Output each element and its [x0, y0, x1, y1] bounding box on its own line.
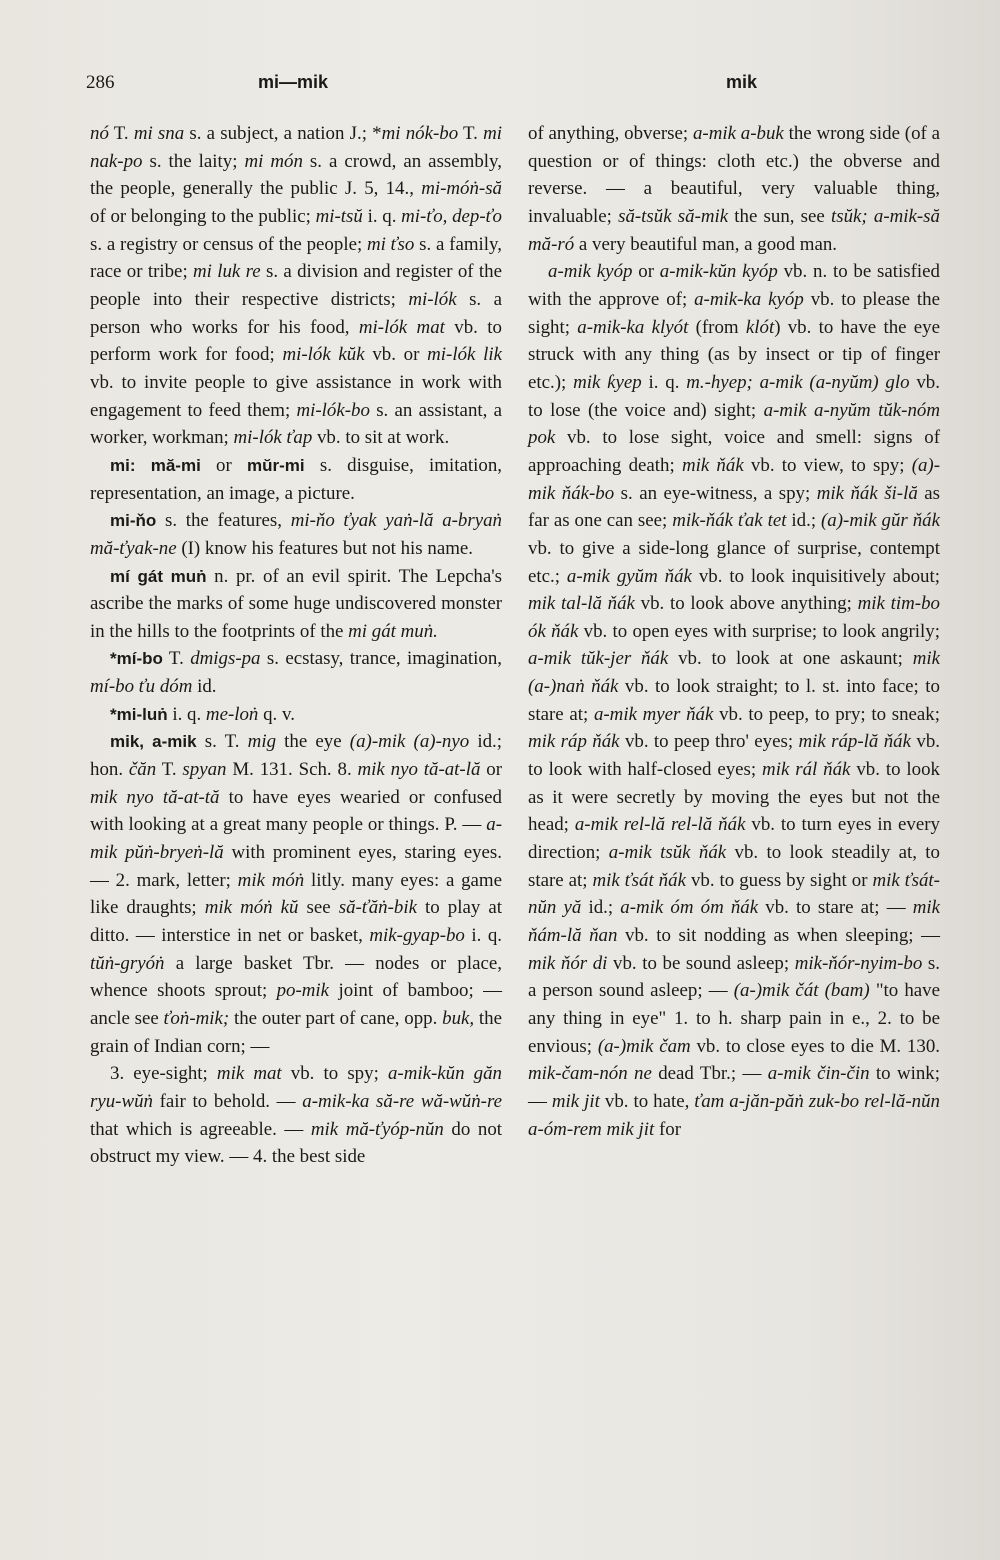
italic-term: a-mik tŭk-jer ňák [528, 648, 669, 670]
definition-text: ) vb. to have the eye struck with any thing (as by insect or tip of finger etc.); [528, 316, 940, 393]
definition-text: vb. to look as it were secretly by moving the eyes but not the head; [528, 759, 940, 836]
italic-term: mik rál ňák [762, 759, 851, 781]
definition-text: id. [192, 676, 217, 698]
definition-text: i. q. [362, 205, 402, 227]
definition-text: "to have any thing in eye" 1. to h. sharp pain in e., 2. to be envious; [528, 980, 941, 1057]
italic-term: mi-tsŭ [315, 205, 363, 227]
definition-text: q. v. [258, 703, 295, 725]
italic-term: čăn [128, 759, 157, 781]
page-number: 286 [86, 72, 115, 93]
definition-text: vb. to peep thro' eyes; [619, 731, 799, 753]
definition-text: the eye [276, 731, 350, 753]
italic-term: mí-bo ťu dóm [90, 676, 193, 698]
italic-term: dmigs-pa [190, 648, 261, 670]
definition-text: vb. to give a side-long glance of surprise, contempt etc.; [528, 537, 940, 587]
italic-term: mik móṅ [237, 869, 305, 891]
italic-term: m.-hyep; [686, 371, 753, 393]
italic-term: mi-lók mat [358, 316, 445, 338]
italic-term: mik ƙyep [573, 371, 642, 393]
italic-term: mik jit [551, 1090, 600, 1112]
definition-text: s. an assistant, a worker, workman; [90, 399, 502, 449]
italic-term: buk, [442, 1008, 475, 1029]
definition-text: to wink; — [528, 1063, 940, 1112]
italic-term: mi gát muṅ. [348, 620, 438, 642]
definition-text: s. a family, race or tribe; [90, 233, 502, 283]
definition-text: 3. eye-sight; [110, 1063, 217, 1085]
headword: mi: mă-mi [110, 455, 201, 475]
left-column [90, 120, 502, 1171]
italic-term: mik ťsát-nŭn yă [528, 869, 940, 919]
running-head [0, 72, 1000, 102]
italic-term: să-tsŭk să-mik [618, 205, 729, 227]
definition-text: s. a person who works for his food, [90, 288, 503, 338]
italic-term: (a-)mik čam [597, 1035, 691, 1057]
definition-text: vb. to look above anything; [634, 593, 858, 615]
definition-text: i. q. [641, 371, 687, 393]
italic-term: klót [745, 316, 775, 338]
definition-text: to play at ditto. — interstice in net or basket, [90, 897, 502, 947]
italic-term: mi-lók kŭk [282, 344, 365, 366]
italic-term: mi-lók [408, 288, 457, 310]
italic-term: tŭṅ-gryóṅ [90, 952, 165, 974]
italic-term: mik-ňór-nyim-bo [794, 952, 923, 974]
definition-text: T. [162, 648, 191, 670]
italic-term: me-loṅ [205, 703, 259, 725]
italic-term: (a)-mik gŭr ňák [821, 510, 940, 532]
italic-term: a-mik-ka să-re wă-wŭṅ-re [302, 1090, 502, 1112]
italic-term: (a-)mik čát (bam) [733, 980, 870, 1002]
definition-text: vb. or [364, 344, 428, 366]
italic-term: a-mik-kŭn kyóp [659, 261, 778, 283]
definition-text: s. the laity; [142, 150, 245, 172]
italic-term: a-mik óm óm ňák [620, 897, 759, 919]
italic-term: a-mik a-nyŭm tŭk-nóm pok [528, 399, 940, 449]
italic-term: mi-ťo, dep-ťo [401, 205, 502, 227]
italic-term: mik mă-ťyóp-nŭn [310, 1118, 444, 1140]
definition-text: a very beautiful man, a good man. [574, 233, 837, 255]
italic-term: a-mik rel-lă rel-lă ňák [574, 814, 746, 836]
definition-text: vb. to guess by sight or [685, 869, 873, 891]
italic-term: ťoṅ-mik; [163, 1008, 230, 1029]
italic-term: a-mik-ka klyót [577, 316, 689, 338]
definition-text: s. a division and register of the people into their respective districts; [90, 261, 502, 310]
italic-term: mi luk re [193, 261, 261, 283]
italic-term: mik móṅ kŭ [204, 897, 299, 919]
definition-text: M. 131. Sch. 8. [226, 759, 358, 781]
italic-term: mi nak-po [90, 123, 503, 172]
definition-text: vb. to stare at; — [758, 897, 913, 919]
italic-term: mik ňák ši-lă [816, 482, 918, 504]
italic-term: a-mik kyóp [548, 261, 633, 283]
definition-text: vb. to be sound asleep; [607, 952, 795, 974]
dictionary-paragraph [528, 120, 940, 258]
definition-text: s. a registry or census of the people; [90, 233, 367, 255]
definition-text: (I) know his features but not his name. [176, 537, 474, 559]
definition-text: the grain of Indian corn; — [90, 1008, 502, 1057]
italic-term: mik ňám-lă ňan [528, 897, 941, 947]
definition-text: as far as one can see; [528, 482, 940, 532]
italic-term: tsŭk; [830, 205, 868, 227]
definition-text: do not obstruct my view. — 4. the best side [90, 1118, 503, 1168]
italic-term: mik ňák [681, 454, 744, 476]
definition-text: joint of bamboo; — ancle see [90, 980, 502, 1029]
definition-text: the sun, see [728, 205, 831, 227]
italic-term: mik-čam-nón ne [528, 1063, 652, 1085]
headword: mí gát muṅ [110, 566, 207, 586]
headword: mik, a-mik [110, 732, 197, 752]
headword: *mí-bo [110, 649, 163, 669]
italic-term: mik-gyap-bo [369, 925, 465, 947]
definition-text: vb. to please the sight; [528, 288, 941, 338]
italic-term: mi-lók lik [427, 344, 502, 366]
dictionary-paragraph [90, 563, 502, 646]
definition-text: s. T. [196, 731, 248, 753]
definition-text: to have eyes wearied or confused with looking at a great many people or things. P. — [90, 786, 502, 836]
definition-text: vb. to hate, [599, 1090, 695, 1112]
definition-text: s. a crowd, an assembly, the people, generally the public J. 5, 14., [90, 150, 502, 200]
definition-text [753, 372, 760, 393]
italic-term: (a)-mik (a)-nyo [349, 731, 470, 753]
italic-term: mi-lók ťap [233, 427, 313, 449]
italic-term: po-mik [276, 980, 330, 1002]
definition-text: a large basket Tbr. — nodes or place, whence shoots sprout; [90, 952, 502, 1002]
definition-text: s. a subject, a nation J.; * [184, 123, 382, 144]
italic-term: mi-móṅ-să [421, 178, 502, 200]
italic-term: a-mik-să mă-ró [528, 205, 940, 255]
definition-text: s. an eye-witness, a spy; [614, 482, 817, 504]
italic-term: a-mik (a-nyŭm) glo [759, 371, 910, 393]
italic-term: mik tal-lă ňák [528, 593, 635, 615]
italic-term: să-ťăṅ-bik [338, 897, 417, 919]
italic-term: a-mik čin-čin [767, 1063, 870, 1085]
italic-term: mi-lók-bo [296, 399, 370, 421]
definition-text: vb. to look with half-closed eyes; [528, 731, 940, 781]
italic-term: mig [247, 731, 277, 753]
italic-term: mik (a-)naṅ ňák [528, 648, 941, 698]
definition-text: T. [108, 123, 134, 144]
italic-term: mi món [244, 150, 303, 172]
dictionary-paragraph [90, 1060, 502, 1171]
italic-term: ťam a-jăn-păṅ zuk-bo rel-lă-nŭn a-óm-rem mik jit [528, 1090, 940, 1140]
definition-text: vb. to close eyes to die M. 130. [690, 1035, 940, 1057]
definition-text: with prominent eyes, staring eyes. — 2. mark, letter; [90, 842, 502, 891]
italic-term: a-mik tsŭk ňák [608, 842, 727, 864]
definition-text: vb. to look steadily at, to stare at; [528, 842, 940, 891]
italic-term: mik tim-bo ók ňák [528, 593, 940, 642]
definition-text: id.; [581, 897, 621, 919]
definition-text: vb. to lose sight, voice and smell: signs of approaching death; [528, 427, 940, 476]
definition-text: see [298, 897, 339, 919]
definition-text: vb. to peep, to pry; to sneak; [713, 703, 940, 725]
definition-text: T. [156, 759, 183, 781]
definition-text: vb. to look inquisitively about; [691, 565, 940, 587]
definition-text: vb. to look at one askaunt; [668, 648, 913, 670]
definition-text: i. q. [464, 925, 502, 947]
italic-term: mi ťso [367, 233, 415, 255]
definition-text: n. pr. of an evil spirit. The Lepcha's ascribe the marks of some huge undiscovered monster in the hills to the footprints of the [90, 565, 502, 642]
dictionary-paragraph [90, 120, 502, 452]
italic-term: mik ňór di [528, 952, 608, 974]
definition-text: vb. to look straight; to l. st. into face; to stare at; [528, 676, 940, 725]
definition-text: of anything, obverse; [528, 123, 693, 144]
italic-term: mik ťsát ňák [592, 869, 686, 891]
definition-text: (from [688, 316, 746, 338]
italic-term: a-mik-ka kyóp [694, 288, 804, 310]
definition-text: the wrong side (of a question or of things: cloth etc.) the obverse and reverse. — a beautiful, very valuable thing, invaluable; [528, 123, 940, 227]
italic-term: a-mik pŭṅ-bryeṅ-lă [90, 814, 502, 864]
definition-text: T. [458, 123, 484, 144]
italic-term: spyan [182, 759, 227, 781]
running-head-left: mi—mik [258, 72, 329, 92]
definition-text: dead Tbr.; — [651, 1063, 768, 1085]
definition-text: litly. many eyes: a game like draughts; [90, 869, 503, 919]
definition-text: id.; [786, 510, 822, 532]
running-head-right: mik [726, 72, 758, 92]
definition-text: vb. to view, to spy; [743, 454, 912, 476]
definition-text: vb. n. to be satisfied with the approve of; [528, 261, 940, 310]
definition-text: or [480, 759, 503, 781]
definition-text: vb. to invite people to give assistance in work with engagement to feed them; [90, 371, 502, 421]
italic-term: mi nók-bo [381, 123, 459, 144]
definition-text: vb. to spy; [281, 1063, 388, 1085]
definition-text: vb. to sit nodding as when sleeping; — [617, 925, 941, 947]
definition-text: for [654, 1118, 682, 1140]
right-column [528, 120, 940, 1143]
definition-text: vb. to sit at work. [312, 427, 450, 449]
definition-text: s. ecstasy, trance, imagination, [260, 648, 502, 670]
definition-text: of or belonging to the public; [90, 205, 316, 227]
definition-text: s. the features, [156, 510, 291, 532]
italic-term: a-mik gyŭm ňák [566, 565, 692, 587]
italic-term: mik nyo tă-at-lă [357, 759, 481, 781]
italic-term: (a)-mik ňák-bo [528, 454, 941, 504]
dictionary-paragraph [90, 728, 502, 1060]
dictionary-paragraph [528, 258, 940, 1143]
italic-term: mik nyo tă-at-tă [90, 786, 220, 808]
definition-text: s. a person sound asleep; — [528, 952, 940, 1002]
definition-text: the outer part of cane, opp. [229, 1008, 443, 1029]
definition-text: fair to behold. — [152, 1090, 303, 1112]
italic-term: mi-ňo ťyak yaṅ-lă a-bryaṅ mă-ťyak-ne [90, 510, 502, 559]
italic-term: a-mik-kŭn găn ryu-wŭṅ [90, 1063, 502, 1112]
italic-term: a-mik a-buk [692, 123, 784, 144]
italic-term: mik ráp-lă ňák [798, 731, 911, 753]
dictionary-paragraph [90, 701, 502, 729]
headword: mŭr-mi [247, 455, 305, 475]
dictionary-paragraph [90, 452, 502, 507]
definition-text: i. q. [167, 703, 206, 725]
headword: *mi-luṅ [110, 704, 168, 724]
definition-text: s. disguise, imitation, representation, an image, a picture. [90, 454, 502, 504]
dictionary-paragraph [90, 507, 502, 562]
definition-text: vb. to turn eyes in every direction; [528, 814, 940, 864]
italic-term: nó [90, 123, 109, 144]
italic-term: mik mat [216, 1063, 282, 1085]
definition-text: or [200, 454, 248, 476]
italic-term: mik ráp ňák [528, 731, 620, 753]
definition-text: vb. to lose (the voice and) sight; [528, 371, 940, 421]
dictionary-paragraph [90, 645, 502, 700]
italic-term: mi sna [133, 123, 185, 144]
definition-text: that which is agreeable. — [90, 1118, 311, 1140]
headword: mi-ňo [110, 511, 157, 531]
definition-text: vb. to perform work for food; [90, 316, 502, 366]
definition-text: or [632, 261, 660, 283]
italic-term: a-mik myer ňák [593, 703, 714, 725]
definition-text: vb. to open eyes with surprise; to look angrily; [578, 620, 940, 642]
italic-term: mik-ňák ťak tet [672, 510, 787, 532]
definition-text: id.; hon. [90, 731, 502, 781]
